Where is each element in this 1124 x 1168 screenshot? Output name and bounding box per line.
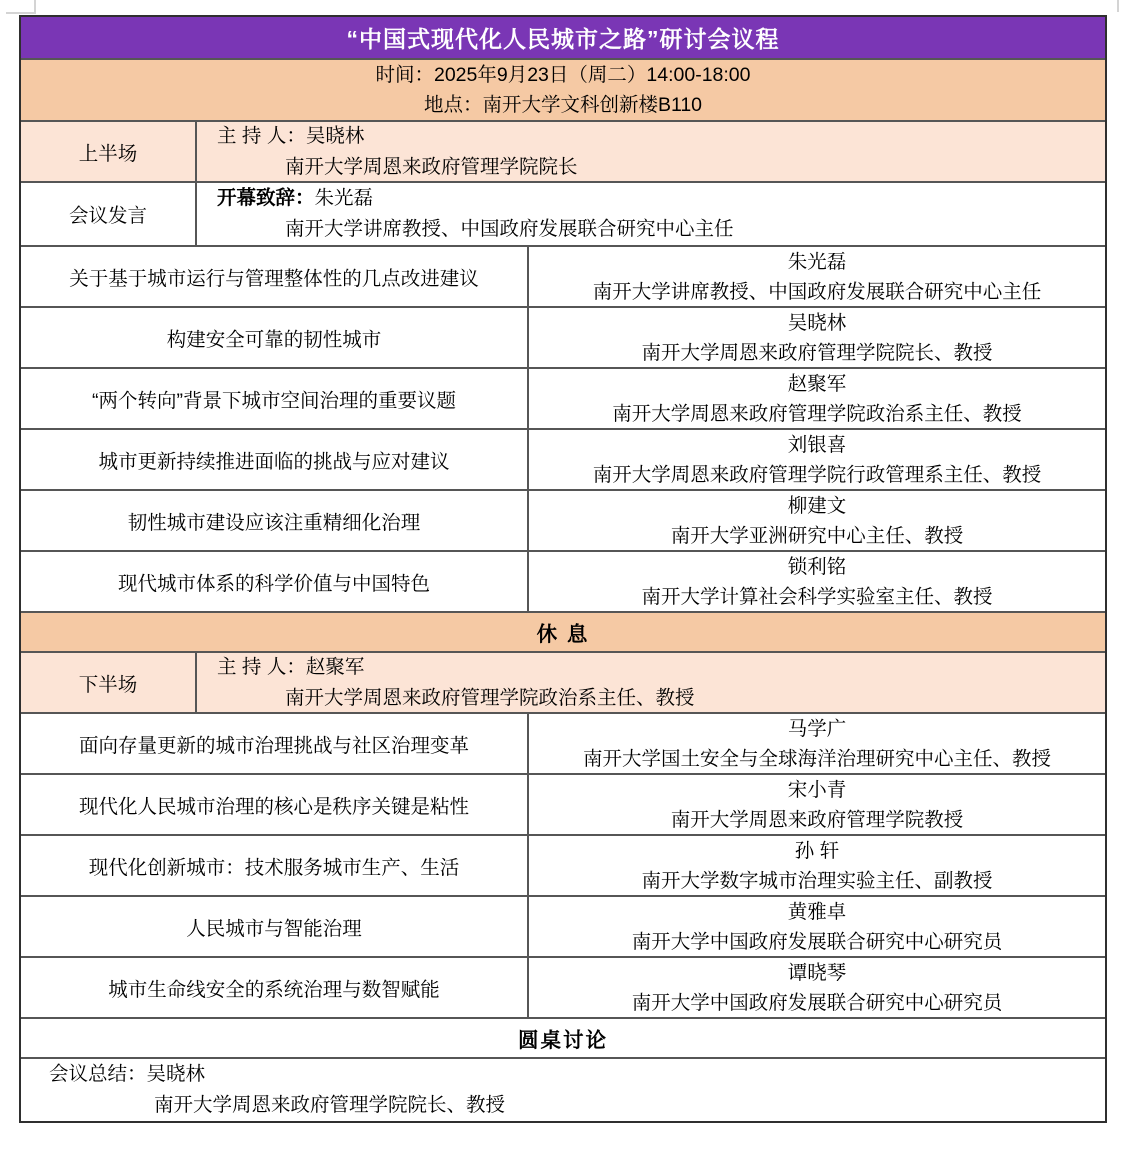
roundtable-row [21, 1017, 1105, 1057]
meta-row [21, 58, 1105, 120]
talk-topic: 现代化人民城市治理的核心是秩序关键是粘性 [21, 775, 529, 834]
second-half-label: 下半场 [21, 653, 197, 712]
talk-topic: 城市更新持续推进面临的挑战与应对建议 [21, 430, 529, 489]
talk-speaker-cell [529, 836, 1105, 895]
first-half-label: 上半场 [21, 122, 197, 181]
agenda-table [19, 15, 1107, 1123]
speech-prefix: 开幕致辞： [217, 187, 315, 209]
speaker-name: 黄雅卓 [787, 900, 847, 923]
talk-row [21, 895, 1105, 956]
crop-mark-top-left-v [34, 0, 36, 13]
host-line: 主 持 人：吴晓林 [217, 124, 365, 147]
talk-topic: 构建安全可靠的韧性城市 [21, 308, 529, 367]
speaker-title: 南开大学周恩来政府管理学院政治系主任、教授 [612, 402, 1022, 425]
roundtable-cell [21, 1019, 1105, 1057]
speaker-name: 赵聚军 [787, 372, 847, 395]
second-half-host-cell [197, 653, 1105, 712]
speech-row [21, 181, 1105, 245]
host-title: 南开大学周恩来政府管理学院院长 [285, 155, 578, 178]
summary-cell [21, 1059, 1105, 1121]
talk-row [21, 550, 1105, 611]
speaker-name: 锁利铭 [787, 555, 847, 578]
speech-cell [197, 183, 1105, 245]
talk-row [21, 834, 1105, 895]
talk-topic: 韧性城市建设应该注重精细化治理 [21, 491, 529, 550]
speaker-title: 南开大学中国政府发展联合研究中心研究员 [631, 991, 1003, 1014]
roundtable-label: 圆桌讨论 [518, 1029, 608, 1052]
speaker-title: 南开大学周恩来政府管理学院行政管理系主任、教授 [592, 463, 1042, 486]
page-title: “中国式现代化人民城市之路”研讨会议程 [346, 26, 780, 52]
speaker-title: 南开大学数字城市治理实验主任、副教授 [641, 869, 993, 892]
talk-speaker-cell [529, 958, 1105, 1017]
talk-speaker-cell [529, 369, 1105, 428]
first-half-row [21, 120, 1105, 181]
talk-speaker-cell [529, 552, 1105, 611]
break-cell [21, 613, 1105, 651]
talk-speaker-cell [529, 897, 1105, 956]
talk-speaker-cell [529, 491, 1105, 550]
meta-location: 地点：南开大学文科创新楼B110 [423, 94, 703, 116]
talk-speaker-cell [529, 247, 1105, 306]
talk-speaker-cell [529, 775, 1105, 834]
talk-row [21, 712, 1105, 773]
speech-title: 南开大学讲席教授、中国政府发展联合研究中心主任 [285, 218, 734, 240]
speech-name: 朱光磊 [314, 187, 374, 209]
talk-topic: 面向存量更新的城市治理挑战与社区治理变革 [21, 714, 529, 773]
talk-topic: “两个转向”背景下城市空间治理的重要议题 [21, 369, 529, 428]
speaker-title: 南开大学中国政府发展联合研究中心研究员 [631, 930, 1003, 953]
speech-line [217, 183, 1105, 214]
break-label: 休 息 [536, 623, 590, 646]
speaker-title: 南开大学计算社会科学实验室主任、教授 [641, 585, 993, 608]
speaker-name: 吴晓林 [787, 311, 847, 334]
talk-topic: 现代城市体系的科学价值与中国特色 [21, 552, 529, 611]
second-half-row [21, 651, 1105, 712]
meta-cell [21, 60, 1105, 120]
host-title: 南开大学周恩来政府管理学院政治系主任、教授 [285, 686, 695, 709]
speaker-title: 南开大学讲席教授、中国政府发展联合研究中心主任 [592, 280, 1042, 303]
talk-row [21, 245, 1105, 306]
summary-row [21, 1057, 1105, 1121]
speaker-name: 孙 轩 [794, 839, 840, 862]
summary-title: 南开大学周恩来政府管理学院院长、教授 [154, 1094, 506, 1116]
speaker-name: 谭晓琴 [787, 961, 847, 984]
talk-row [21, 773, 1105, 834]
speaker-name: 柳建文 [787, 494, 847, 517]
speaker-title: 南开大学亚洲研究中心主任、教授 [670, 524, 964, 547]
host-line: 主 持 人：赵聚军 [217, 655, 365, 678]
speaker-name: 宋小青 [787, 778, 847, 801]
speaker-name: 刘银喜 [787, 433, 847, 456]
talk-row [21, 306, 1105, 367]
talk-topic: 城市生命线安全的系统治理与数智赋能 [21, 958, 529, 1017]
talk-topic: 人民城市与智能治理 [21, 897, 529, 956]
title-row [21, 17, 1105, 58]
meta-time: 时间：2025年9月23日（周二）14:00-18:00 [375, 64, 751, 86]
talk-speaker-cell [529, 714, 1105, 773]
talk-topic: 关于基于城市运行与管理整体性的几点改进建议 [21, 247, 529, 306]
talk-row [21, 489, 1105, 550]
first-half-host-cell [197, 122, 1105, 181]
crop-mark-top-right [1117, 0, 1119, 12]
speaker-name: 朱光磊 [787, 250, 847, 273]
break-row [21, 611, 1105, 651]
speech-label: 会议发言 [21, 183, 197, 245]
talk-row [21, 956, 1105, 1017]
speaker-title: 南开大学周恩来政府管理学院教授 [670, 808, 964, 831]
talk-row [21, 367, 1105, 428]
talk-topic: 现代化创新城市：技术服务城市生产、生活 [21, 836, 529, 895]
speaker-title: 南开大学周恩来政府管理学院院长、教授 [641, 341, 993, 364]
talk-speaker-cell [529, 430, 1105, 489]
summary-line: 会议总结：吴晓林 [49, 1063, 206, 1085]
title-cell [21, 17, 1105, 58]
crop-mark-top-left-h [6, 12, 36, 14]
talk-row [21, 428, 1105, 489]
talk-speaker-cell [529, 308, 1105, 367]
speaker-name: 马学广 [787, 717, 847, 740]
speaker-title: 南开大学国土安全与全球海洋治理研究中心主任、教授 [582, 747, 1051, 770]
